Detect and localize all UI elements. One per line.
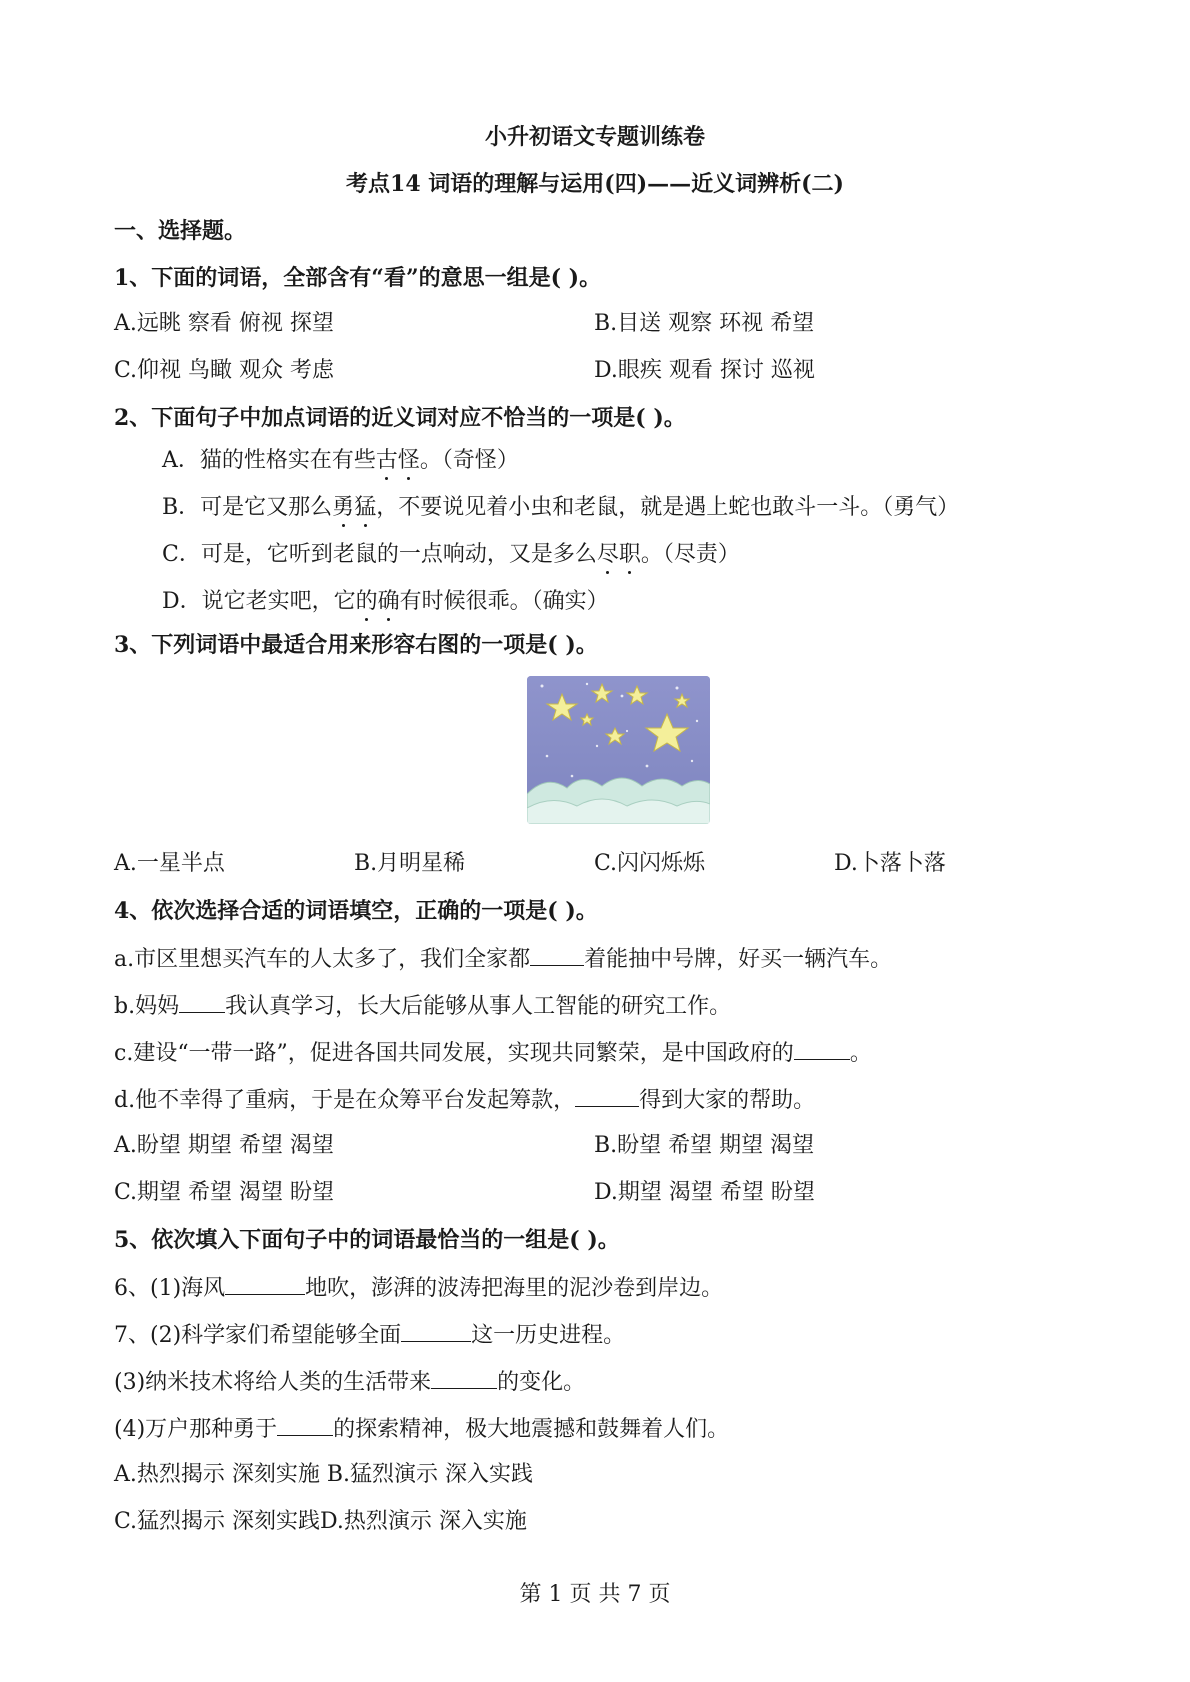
question-2-option-c: C．可是，它听到老鼠的一点响动，又是多么尽职。（尽责） (162, 540, 740, 570)
question-2-option-b: B．可是它又那么勇猛，不要说见着小虫和老鼠，就是遇上蛇也敢斗一斗。（勇气） (162, 493, 959, 523)
emphasis-dot-char: 的 (356, 587, 378, 617)
question-5-sentence-3: (3)纳米技术将给人类的生活带来 的变化。 (114, 1366, 585, 1398)
question-4-stem: 4、依次选择合适的词语填空，正确的一项是( )。 (114, 898, 598, 924)
fill-blank (401, 1319, 471, 1342)
emphasis-dot-char: 怪 (398, 446, 420, 476)
question-3-stem: 3、下列词语中最适合用来形容右图的一项是( )。 (114, 632, 598, 658)
question-4-option-d: D.期望 渴望 希望 盼望 (594, 1180, 815, 1205)
page-subtitle: 考点14 词语的理解与运用(四)——近义词辨析(二) (346, 171, 844, 197)
fill-blank (530, 943, 584, 966)
emphasis-dot-char: 古 (376, 446, 398, 476)
question-5-stem: 5、依次填入下面句子中的词语最恰当的一组是( )。 (114, 1227, 620, 1253)
question-4-sentence-a: a.市区里想买汽车的人太多了，我们全家都 着能抽中号牌，好买一辆汽车。 (114, 943, 892, 975)
question-4-sentence-c: c.建设“一带一路”，促进各国共同发展，实现共同繁荣，是中国政府的 。 (114, 1037, 872, 1069)
question-4-sentence-b: b.妈妈 我认真学习，长大后能够从事人工智能的研究工作。 (114, 990, 731, 1022)
question-2-option-d: D．说它老实吧，它的确有时候很乖。（确实） (162, 587, 609, 617)
question-4-option-a: A.盼望 期望 希望 渴望 (114, 1133, 334, 1158)
question-5-options-ab: A.热烈揭示 深刻实施 B.猛烈演示 深入实践 (114, 1462, 534, 1487)
question-1-option-d: D.眼疾 观看 探讨 巡视 (594, 358, 815, 383)
question-2-option-a: A．猫的性格实在有些古怪。（奇怪） (162, 446, 519, 476)
fill-blank (225, 1272, 305, 1295)
question-3-option-a: A.一星半点 (114, 851, 225, 876)
question-2-stem: 2、下面句子中加点词语的近义词对应不恰当的一项是( )。 (114, 405, 686, 431)
question-5-options-cd: C.猛烈揭示 深刻实践D.热烈演示 深入实施 (114, 1509, 527, 1534)
question-4-option-b: B.盼望 希望 期望 渴望 (594, 1133, 815, 1158)
question-5-sentence-2: 7、(2)科学家们希望能够全面 这一历史进程。 (114, 1319, 625, 1351)
page-title: 小升初语文专题训练卷 (484, 124, 705, 150)
question-1-option-a: A.远眺 察看 俯视 探望 (114, 311, 334, 336)
emphasis-dot-char: 确 (378, 587, 400, 617)
emphasis-dot-char: 勇 (332, 493, 354, 523)
question-1-option-c: C.仰视 鸟瞰 观众 考虑 (114, 358, 335, 383)
emphasis-dot-char: 职 (619, 540, 641, 570)
emphasis-dot-char: 猛 (354, 493, 376, 523)
question-3-option-c: C.闪闪烁烁 (594, 851, 706, 876)
fill-blank (794, 1037, 850, 1060)
question-1-option-b: B.目送 观察 环视 希望 (594, 311, 815, 336)
starry-night-illustration (527, 676, 710, 824)
question-1-stem: 1、下面的词语，全部含有“看”的意思一组是( )。 (114, 265, 602, 291)
question-5-sentence-1: 6、(1)海风 地吹，澎湃的波涛把海里的泥沙卷到岸边。 (114, 1272, 723, 1304)
question-4-option-c: C.期望 希望 渴望 盼望 (114, 1180, 335, 1205)
page-footer: 第 1 页 共 7 页 (519, 1582, 671, 1607)
starry-night-icon (527, 676, 710, 824)
fill-blank (277, 1413, 333, 1436)
fill-blank (575, 1084, 639, 1107)
fill-blank (431, 1366, 497, 1389)
question-5-sentence-4: (4)万户那种勇于 的探索精神，极大地震撼和鼓舞着人们。 (114, 1413, 729, 1445)
fill-blank (179, 990, 225, 1013)
question-3-option-d: D.卜落卜落 (834, 851, 946, 876)
question-4-sentence-d: d.他不幸得了重病，于是在众筹平台发起筹款， 得到大家的帮助。 (114, 1084, 815, 1116)
section-heading: 一、选择题。 (114, 218, 247, 244)
emphasis-dot-char: 尽 (597, 540, 619, 570)
question-3-option-b: B.月明星稀 (354, 851, 466, 876)
